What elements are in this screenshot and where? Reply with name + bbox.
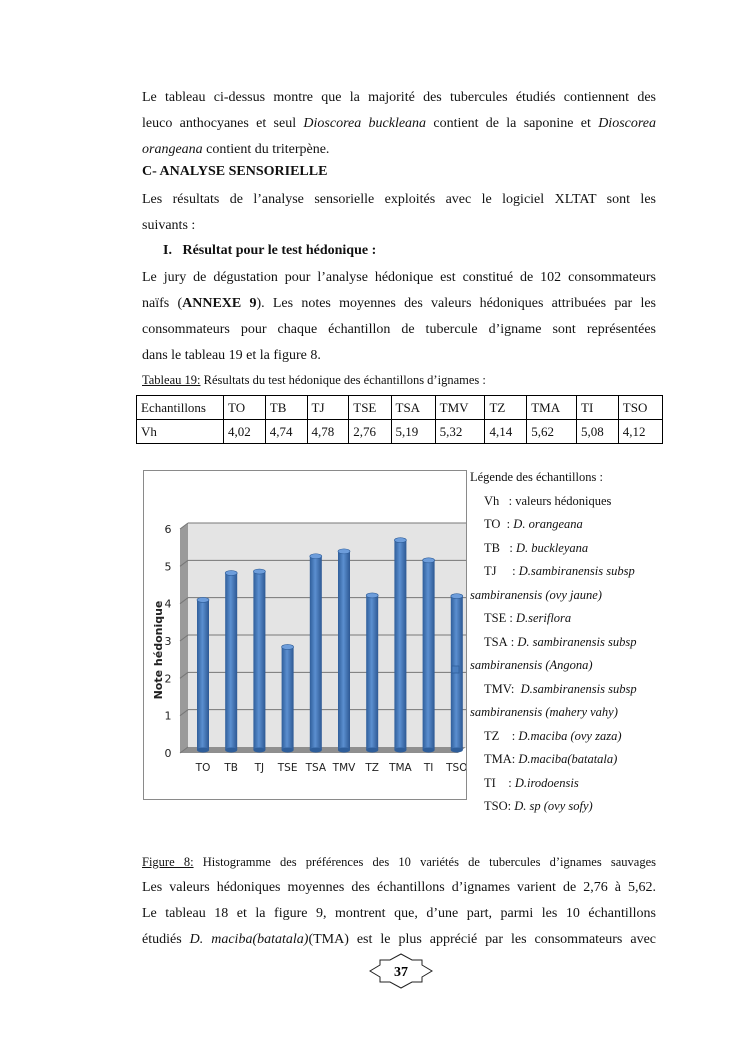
chart-plot [144, 471, 466, 799]
svg-text:2: 2 [164, 672, 172, 686]
section-heading: C- ANALYSE SENSORIELLE [142, 164, 328, 179]
bar [423, 560, 435, 750]
software-paragraph [142, 187, 656, 239]
legend-entry: Vh : valeurs hédoniques [484, 493, 612, 508]
text-line: suivants : [142, 218, 196, 233]
svg-text:TSE: TSE [277, 762, 298, 774]
svg-text:TSO: TSO [446, 762, 466, 774]
svg-text:TSA: TSA [305, 762, 327, 774]
bar [197, 600, 209, 750]
text-line: étudiés D. maciba(batatala)(TMA) est le plus apprécié par les consommateurs avec [142, 932, 656, 947]
intro-paragraph [142, 85, 656, 163]
legend-entry: TO : D. orangeana [484, 517, 583, 531]
results-table [136, 395, 663, 444]
legend-entry: TI : D.irodoensis [484, 775, 579, 790]
text-line: dans le tableau 19 et la figure 8. [142, 348, 321, 363]
legend-entry-continued: sambiranensis (ovy jaune) [470, 587, 602, 602]
svg-text:TMA: TMA [389, 762, 412, 774]
svg-text:3: 3 [164, 635, 172, 648]
bar [253, 572, 265, 750]
svg-text:37: 37 [394, 965, 408, 980]
bar [282, 647, 294, 750]
sample-legend [470, 466, 660, 819]
subsection-heading: I. Résultat pour le test hédonique : [163, 243, 377, 258]
page-number [368, 953, 434, 989]
legend-entry: TJ : D.sambiranensis subsp [484, 564, 635, 578]
bar [366, 595, 378, 750]
svg-text:0: 0 [164, 747, 172, 760]
svg-text:TI: TI [423, 762, 434, 774]
text-line: Le tableau ci-dessus montre que la majorité des tubercules étudiés contiennent des [142, 90, 656, 105]
star-badge-icon [368, 953, 434, 989]
svg-text:TJ: TJ [254, 762, 265, 774]
legend-entry-continued: sambiranensis (Angona) [470, 658, 593, 672]
legend-marker-icon [452, 666, 459, 673]
legend-title: Légende des échantillons : [470, 470, 603, 484]
svg-text:5: 5 [164, 560, 172, 574]
svg-text:4: 4 [164, 597, 172, 611]
conclusion-paragraph [142, 875, 656, 953]
svg-text:1: 1 [164, 709, 172, 723]
legend-entry: TZ : D.maciba (ovy zaza) [484, 728, 622, 743]
bar [338, 551, 350, 750]
svg-text:TO: TO [195, 762, 211, 774]
legend-entry: TB : D. buckleyana [484, 540, 589, 555]
text-line: naïfs (ANNEXE 9). Les notes moyennes des valeurs hédoniques attribuées par les [142, 296, 656, 311]
table-caption: Tableau 19: Résultats du test hédonique des échantillons d’ignames : [142, 373, 486, 387]
svg-text:Note hédonique: Note hédonique [152, 600, 165, 700]
svg-text:6: 6 [164, 523, 172, 536]
bar-chart [143, 470, 467, 800]
table-row: Vh 4,02 4,74 4,78 2,76 5,19 5,32 4,14 5,62 5,08 4,12 [137, 420, 663, 444]
text-line: Le tableau 18 et la figure 9, montrent que, d’une part, parmi les 10 échantillons [142, 906, 656, 921]
text-line: Le jury de dégustation pour l’analyse hédonique est constitué de 102 consommateurs [142, 270, 656, 285]
bar [394, 540, 406, 750]
bar [310, 556, 322, 750]
legend-entry: TMV: D.sambiranensis subsp [484, 681, 637, 696]
svg-text:TMV: TMV [332, 762, 356, 774]
legend-entry: TSA : D. sambiranensis subsp [484, 634, 637, 649]
legend-entry: TSE : D.seriflora [484, 611, 572, 625]
svg-text:TZ: TZ [365, 762, 380, 774]
legend-entry-continued: sambiranensis (mahery vahy) [470, 705, 618, 719]
figure-caption: Figure 8: Histogramme des préférences des 10 variétés de tubercules d’ignames sauvages [142, 855, 657, 869]
text-line: leuco anthocyanes et seul Dioscorea buckleana contient de la saponine et Dioscorea [142, 116, 656, 131]
svg-text:TB: TB [224, 762, 239, 774]
bar [225, 573, 237, 750]
text-line: Les résultats de l’analyse sensorielle exploités avec le logiciel XLTAT sont les [142, 192, 656, 207]
text-line: Les valeurs hédoniques moyennes des échantillons d’ignames varient de 2,76 à 5,62. [142, 880, 656, 895]
text-line: consommateurs pour chaque échantillon de tubercule d’igname sont représentées [142, 322, 656, 337]
legend-entry: TSO: D. sp (ovy sofy) [484, 799, 593, 813]
table-header-row: Echantillons TO TB TJ TSE TSA TMV TZ TMA TI TSO [137, 396, 663, 420]
text-line: orangeana contient du triterpène. [142, 142, 330, 157]
legend-entry: TMA: D.maciba(batatala) [484, 752, 618, 766]
jury-paragraph [142, 265, 656, 369]
